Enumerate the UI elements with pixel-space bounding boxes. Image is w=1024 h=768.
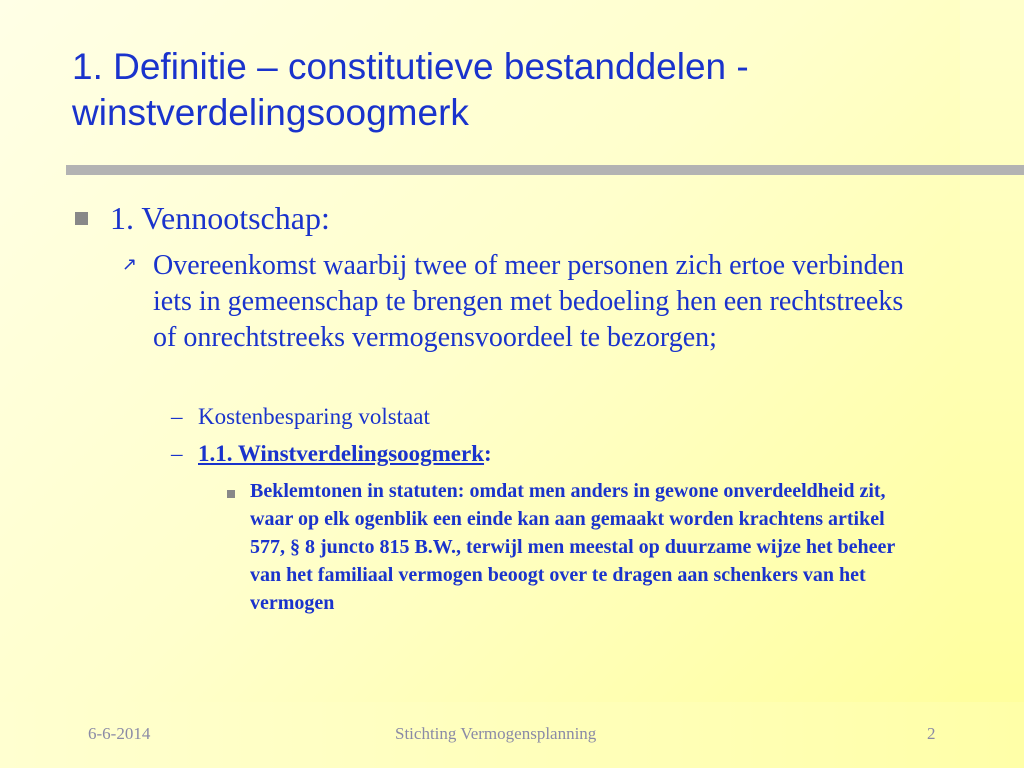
profit-distribution-link[interactable]: 1.1. Winstverdelingsoogmerk [198,441,485,466]
title-divider [66,165,1024,175]
bullet-level2: Overeenkomst waarbij twee of meer personen zich ertoe verbinden iets in gemeenschap te brengen met bedoeling hen een rechtstreeks of onrechtstreeks vermogensvoordeel te bezorgen; [153,250,905,353]
dash-bullet: – [171,404,183,429]
footer-date: 6-6-2014 [88,724,151,743]
slide-title: 1. Definitie – constitutieve bestanddelen - winstverdelingsoogmerk [72,46,749,133]
sub-item-colon: : [484,441,492,466]
footer-page-number: 2 [927,724,936,743]
sub-item-cost-saving: Kostenbesparing volstaat [198,404,430,429]
bullet-level1: 1. Vennootschap: [110,200,330,236]
dash-bullet: – [171,441,183,466]
arrow-up-right-icon: ↗ [122,254,138,275]
decorative-right-band [960,0,1024,768]
sub-item-profit-distribution [198,440,492,468]
footer-organization: Stichting Vermogensplanning [395,724,597,743]
small-square-bullet-icon [227,490,235,498]
detail-paragraph: Beklemtonen in statuten: omdat men anders in gewone onverdeeldheid zit, waar op elk ogenblik een einde kan aan gemaakt worden krachtens artikel 577, § 8 juncto 815 B.W., terwijl men meestal op duurzame wijze het beheer van het familiaal vermogen beoogt over te dragen aan schenkers van het vermogen [250,480,895,614]
square-bullet-icon [75,212,88,225]
